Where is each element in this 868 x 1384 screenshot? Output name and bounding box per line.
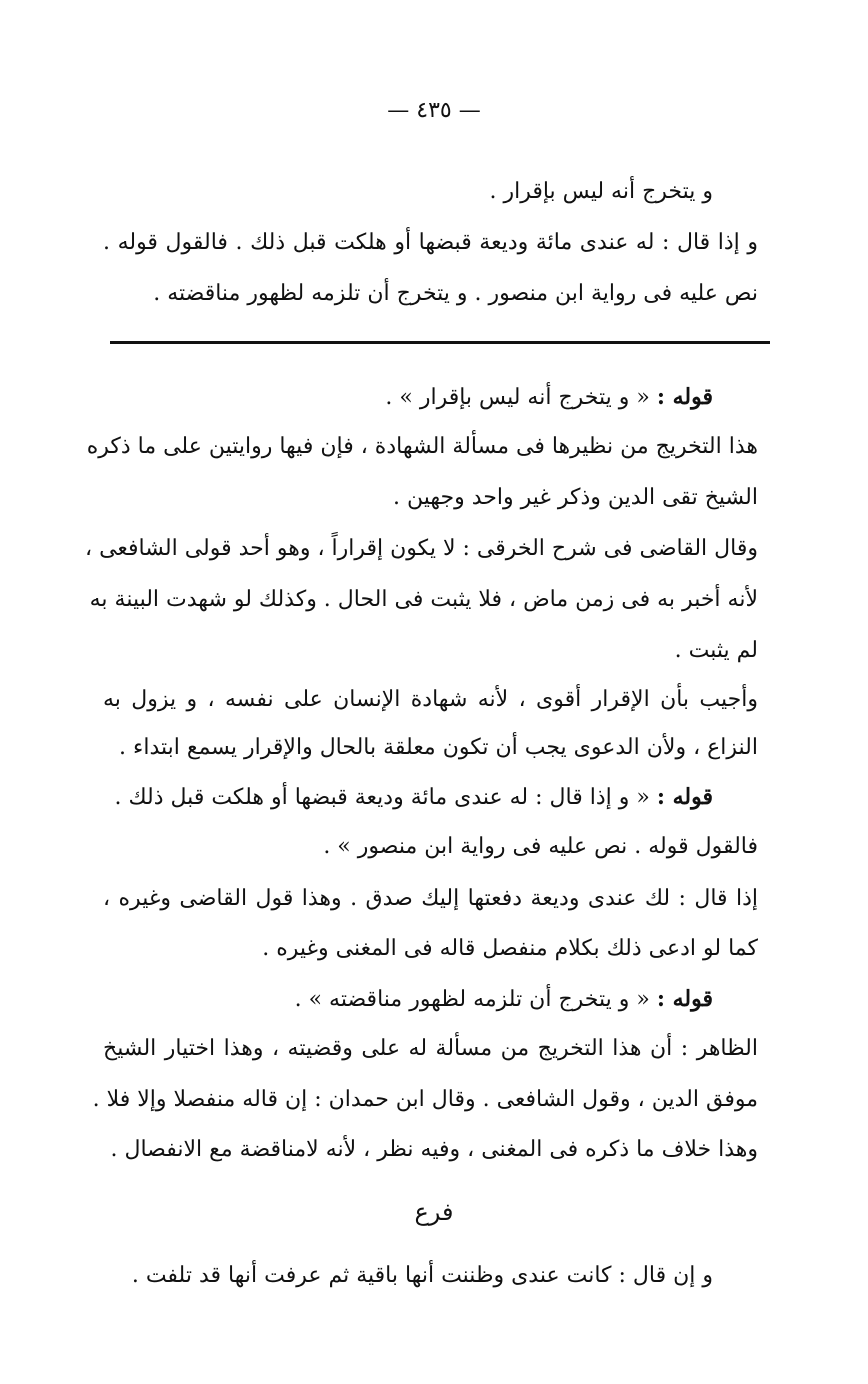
qawluhu-heading: قوله :	[656, 384, 713, 410]
commentary-line: النزاع ، ولأن الدعوى يجب أن تكون معلقة بالحال والإقرار يسمع ابتداء .	[119, 735, 758, 760]
commentary-line: كما لو ادعى ذلك بكلام منفصل قاله فى المغنى وغيره .	[262, 936, 758, 961]
divider-rule	[110, 341, 770, 344]
commentary-line	[385, 380, 713, 415]
commentary-line: وهذا خلاف ما ذكره فى المغنى ، وفيه نظر ، لأنه لامناقضة مع الانفصال .	[110, 1137, 758, 1162]
commentary-line: الشيخ تقى الدين وذكر غير واحد وجهين .	[393, 485, 758, 510]
commentary-line: وقال القاضى فى شرح الخرقى : لا يكون إقراراً ، وهو أحد قولى الشافعى ،	[85, 536, 758, 561]
branch-text: و إن قال : كانت عندى وظننت أنها باقية ثم عرفت أنها قد تلفت .	[131, 1263, 713, 1288]
commentary-line: الظاهر : أن هذا التخريج من مسألة له على وقضيته ، وهذا اختيار الشيخ	[103, 1036, 758, 1061]
page-number: — ٤٣٥ —	[387, 98, 481, 123]
commentary-line: لأنه أخبر به فى زمن ماض ، فلا يثبت فى الحال . وكذلك لو شهدت البينة به	[89, 587, 758, 612]
commentary-line: موفق الدين ، وقول الشافعى . وقال ابن حمدان : إن قاله منفصلا وإلا فلا .	[92, 1087, 758, 1112]
qawluhu-heading: قوله :	[656, 784, 713, 810]
commentary-line: إذا قال : لك عندى وديعة دفعتها إليك صدق . وهذا قول القاضى وغيره ،	[103, 886, 758, 911]
branch-heading: فرع	[414, 1198, 454, 1226]
matn-line: نص عليه فى رواية ابن منصور . و يتخرج أن تلزمه لظهور مناقضته .	[153, 281, 758, 306]
matn-line: و إذا قال : له عندى مائة وديعة قبضها أو هلكت قبل ذلك . فالقول قوله .	[103, 230, 758, 255]
commentary-line: لم يثبت .	[674, 638, 758, 663]
quoted-text: « و يتخرج أن تلزمه لظهور مناقضته » .	[294, 987, 650, 1012]
commentary-line: وأجيب بأن الإقرار أقوى ، لأنه شهادة الإنسان على نفسه ، و يزول به	[103, 687, 758, 712]
matn-line: و يتخرج أنه ليس بإقرار .	[489, 179, 713, 204]
quoted-text: « و يتخرج أنه ليس بإقرار » .	[385, 385, 650, 410]
commentary-line	[295, 982, 713, 1017]
commentary-line	[115, 780, 714, 815]
qawluhu-heading: قوله :	[656, 986, 713, 1012]
commentary-line: هذا التخريج من نظيرها فى مسألة الشهادة ، فإن فيها روايتين على ما ذكره	[86, 434, 758, 459]
quoted-text: « و إذا قال : له عندى مائة وديعة قبضها أو هلكت قبل ذلك .	[114, 785, 650, 810]
commentary-line: فالقول قوله . نص عليه فى رواية ابن منصور » .	[323, 834, 758, 859]
